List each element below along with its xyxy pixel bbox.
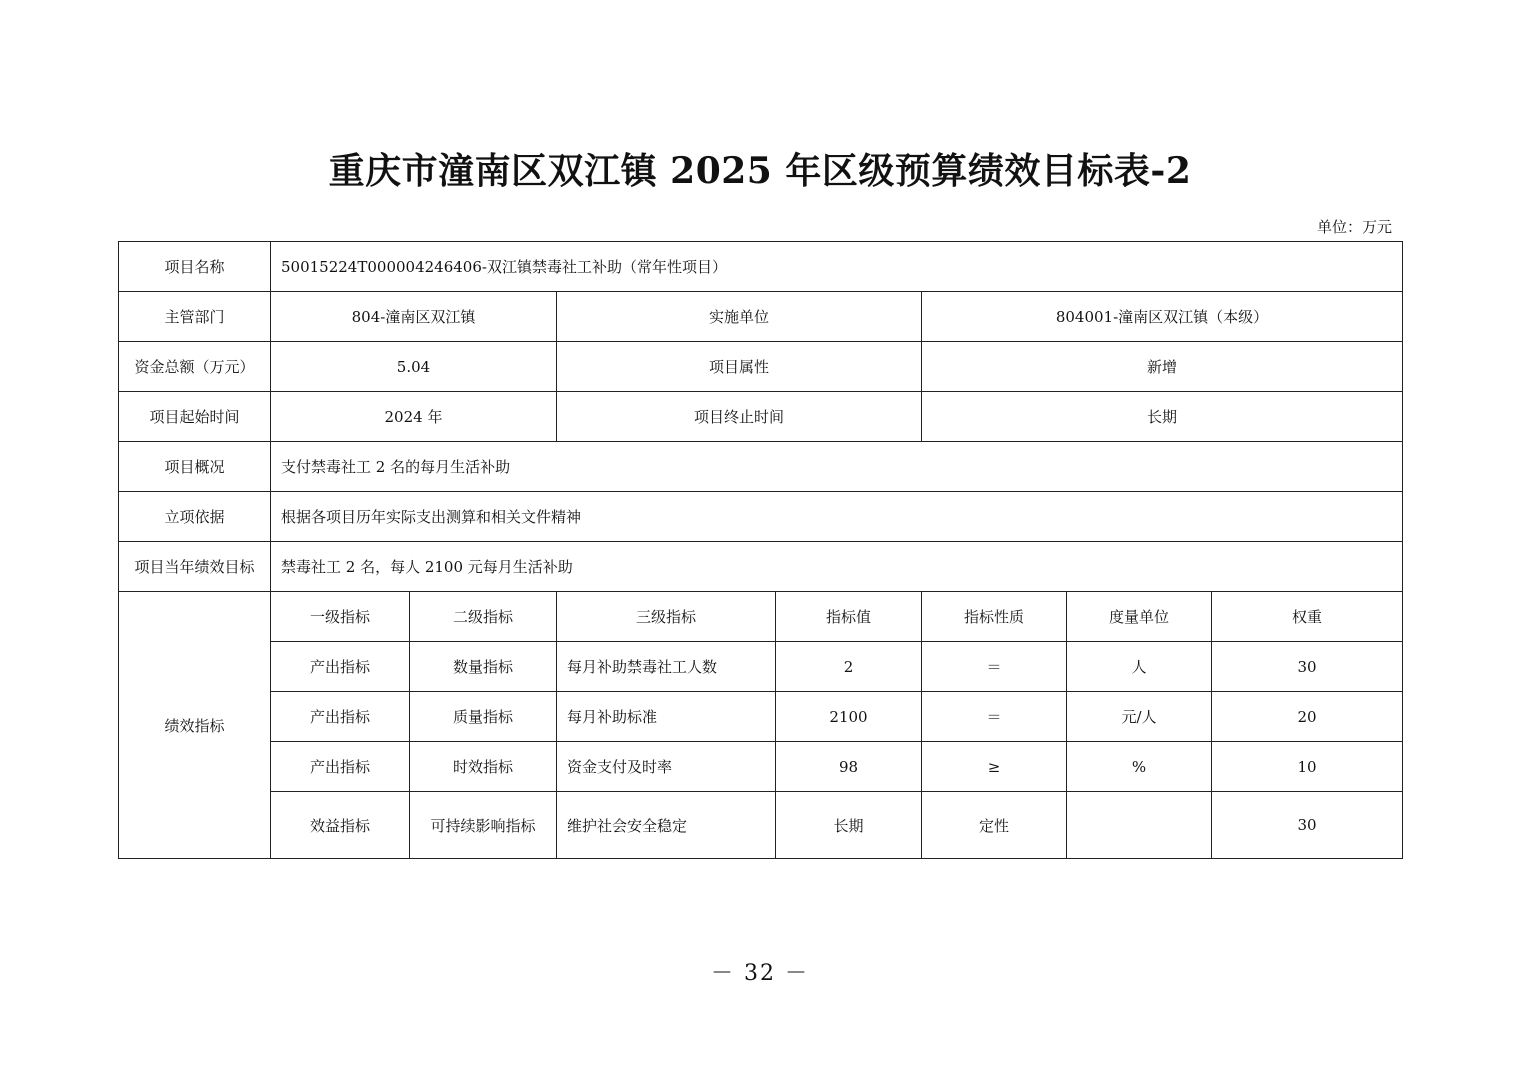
indicator-value: 2: [776, 642, 922, 692]
header-nature: 指标性质: [922, 592, 1067, 642]
indicator-value: 长期: [776, 792, 922, 859]
indicator-weight: 30: [1212, 792, 1403, 859]
indicator-row: [119, 742, 1403, 792]
indicator-nature: ＝: [922, 692, 1067, 742]
indicator-row: [119, 692, 1403, 742]
indicator-level2: 时效指标: [410, 742, 557, 792]
indicator-value: 98: [776, 742, 922, 792]
header-weight: 权重: [1212, 592, 1403, 642]
indicator-value: 2100: [776, 692, 922, 742]
indicator-level2: 可持续影响指标: [410, 792, 557, 859]
header-level3: 三级指标: [557, 592, 776, 642]
indicator-weight: 10: [1212, 742, 1403, 792]
fund-label: 资金总额（万元）: [119, 342, 271, 392]
start-value: 2024 年: [271, 392, 557, 442]
dept-label: 主管部门: [119, 292, 271, 342]
indicator-row: [119, 642, 1403, 692]
header-level2: 二级指标: [410, 592, 557, 642]
indicator-unit: [1067, 792, 1212, 859]
row-department: [119, 292, 1403, 342]
indicator-level1: 产出指标: [271, 742, 410, 792]
start-label: 项目起始时间: [119, 392, 271, 442]
header-level1: 一级指标: [271, 592, 410, 642]
overview-label: 项目概况: [119, 442, 271, 492]
indicator-row: [119, 792, 1403, 859]
indicator-nature: 定性: [922, 792, 1067, 859]
project-name-label: 项目名称: [119, 242, 271, 292]
indicator-level2: 数量指标: [410, 642, 557, 692]
impl-value: 804001-潼南区双江镇（本级）: [922, 292, 1403, 342]
indicator-weight: 20: [1212, 692, 1403, 742]
impl-label: 实施单位: [557, 292, 922, 342]
indicator-nature: ＝: [922, 642, 1067, 692]
indicator-level3: 每月补助标准: [557, 692, 776, 742]
end-value: 长期: [922, 392, 1403, 442]
fund-value: 5.04: [271, 342, 557, 392]
overview-value: 支付禁毒社工 2 名的每月生活补助: [271, 442, 1403, 492]
row-goal: [119, 542, 1403, 592]
indicator-level3: 资金支付及时率: [557, 742, 776, 792]
attr-value: 新增: [922, 342, 1403, 392]
header-unit: 度量单位: [1067, 592, 1212, 642]
attr-label: 项目属性: [557, 342, 922, 392]
dept-value: 804-潼南区双江镇: [271, 292, 557, 342]
project-name-value: 50015224T000004246406-双江镇禁毒社工补助（常年性项目）: [271, 242, 1403, 292]
indicator-level1: 产出指标: [271, 692, 410, 742]
indicator-weight: 30: [1212, 642, 1403, 692]
end-label: 项目终止时间: [557, 392, 922, 442]
indicator-level1: 产出指标: [271, 642, 410, 692]
indicator-header-row: [119, 592, 1403, 642]
performance-target-table: [118, 241, 1403, 859]
indicator-unit: 元/人: [1067, 692, 1212, 742]
page-number: － 32 －: [711, 961, 809, 986]
indicator-unit: %: [1067, 742, 1212, 792]
indicator-level3: 每月补助禁毒社工人数: [557, 642, 776, 692]
indicator-level1: 效益指标: [271, 792, 410, 859]
unit-label: 单位：万元: [1316, 218, 1392, 236]
header-value: 指标值: [776, 592, 922, 642]
indicators-section-label: 绩效指标: [119, 592, 271, 859]
indicator-level2: 质量指标: [410, 692, 557, 742]
row-time: [119, 392, 1403, 442]
document-title: 重庆市潼南区双江镇 2025 年区级预算绩效目标表-2: [328, 150, 1192, 192]
row-project-name: [119, 242, 1403, 292]
row-fund: [119, 342, 1403, 392]
row-overview: [119, 442, 1403, 492]
basis-label: 立项依据: [119, 492, 271, 542]
goal-label: 项目当年绩效目标: [119, 542, 271, 592]
row-basis: [119, 492, 1403, 542]
goal-value: 禁毒社工 2 名，每人 2100 元每月生活补助: [271, 542, 1403, 592]
basis-value: 根据各项目历年实际支出测算和相关文件精神: [271, 492, 1403, 542]
indicator-level3: 维护社会安全稳定: [557, 792, 776, 859]
indicator-unit: 人: [1067, 642, 1212, 692]
indicator-nature: ≥: [922, 742, 1067, 792]
